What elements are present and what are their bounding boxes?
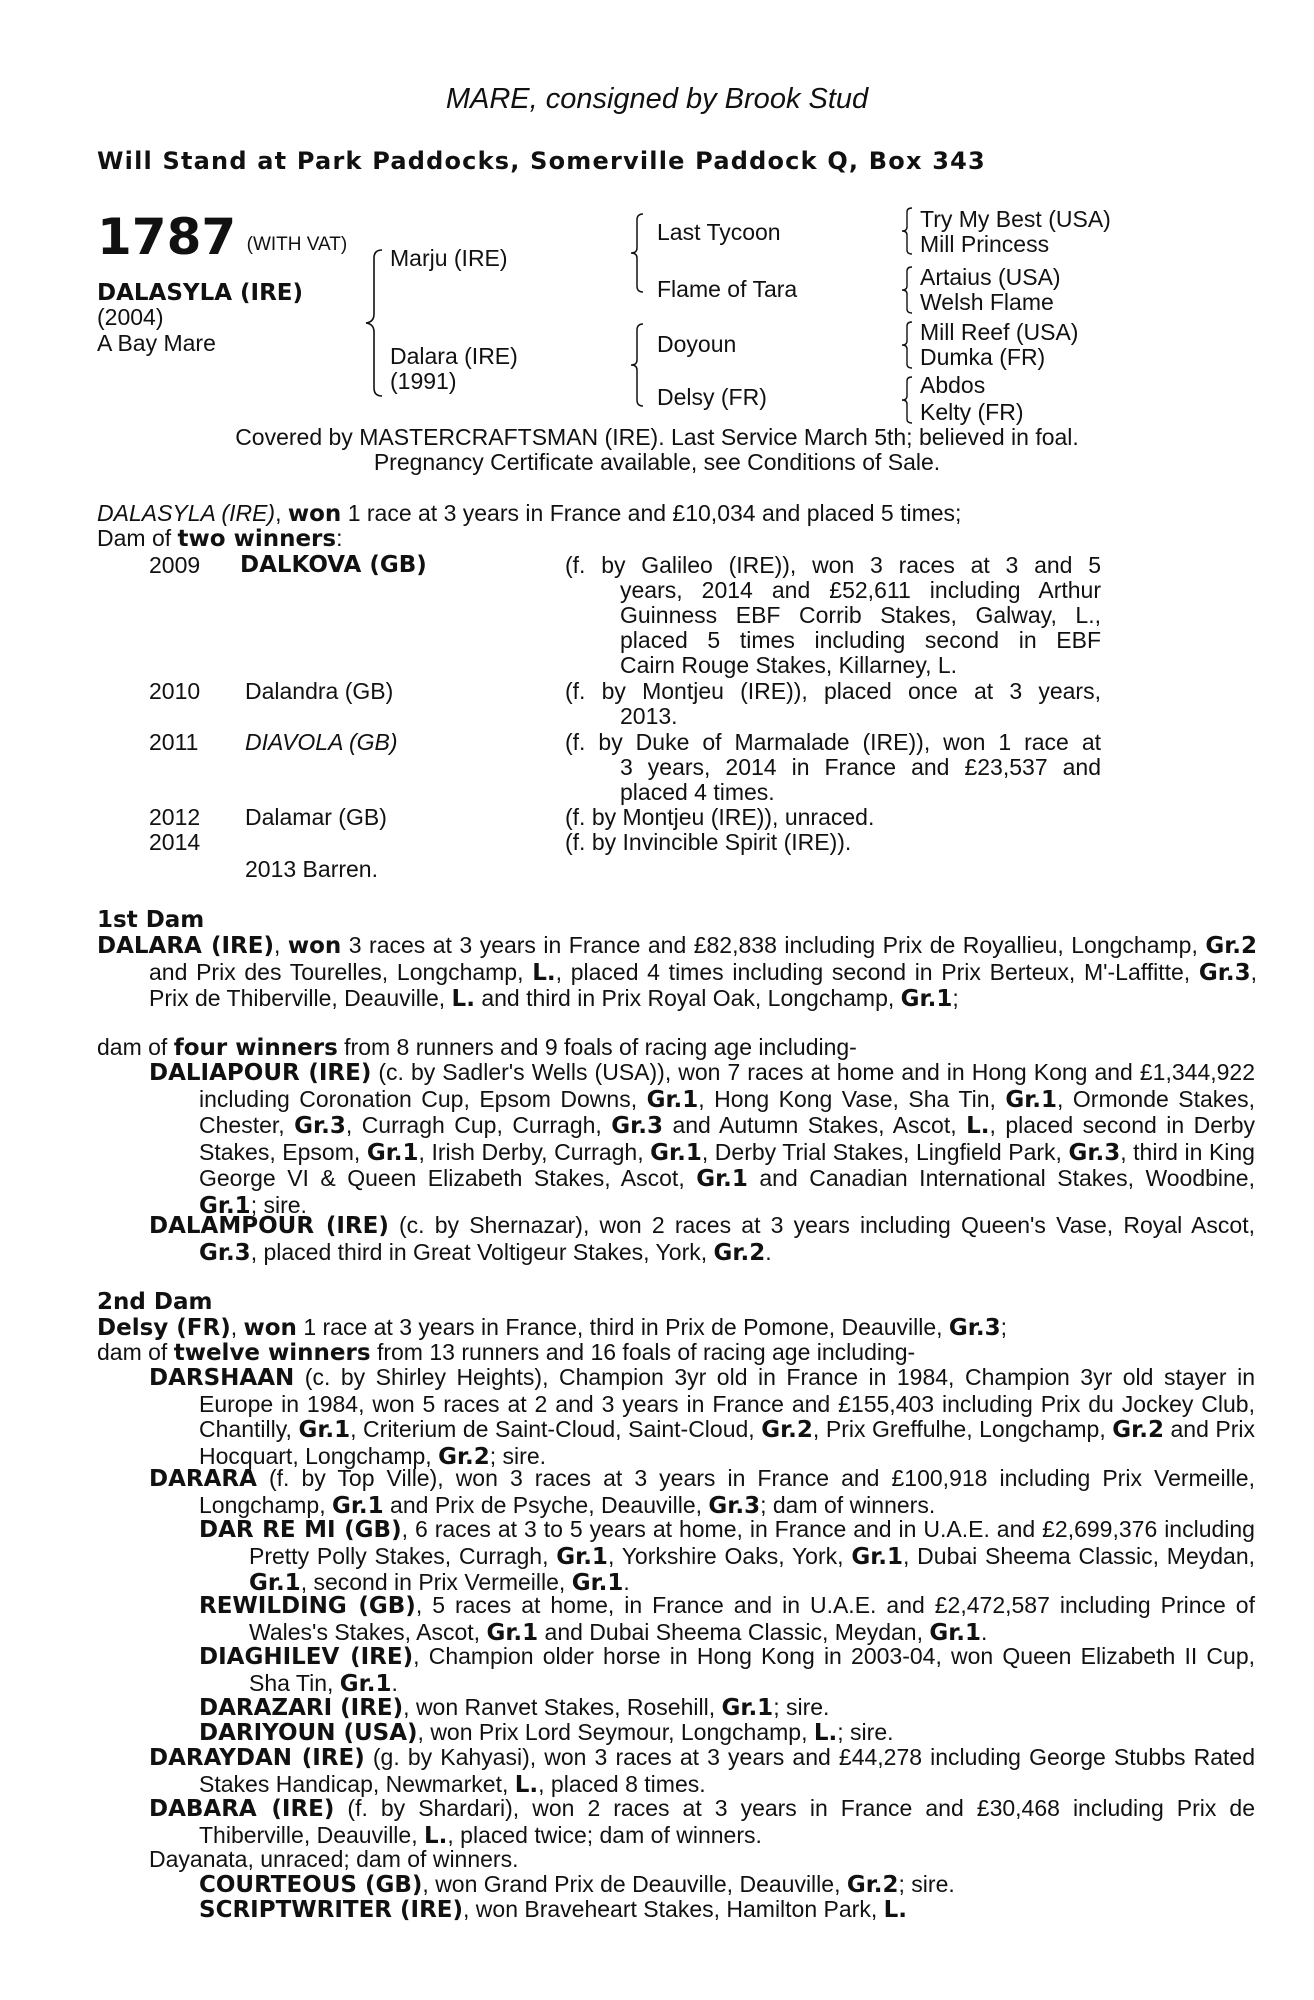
won-word: won: [243, 1315, 297, 1341]
grade: L.: [514, 1771, 539, 1798]
race-record: DALASYLA (IRE), won 1 race at 3 years in France and £10,034 and placed 5 times;: [97, 500, 962, 527]
dam-year: (1991): [390, 368, 457, 394]
text: , 5 races at home, in France and in U.A.E. and £2,472,587 including Prince of Wales's Stakes, Ascot,: [249, 1592, 1255, 1645]
ped-dss: Mill Reef (USA): [920, 319, 1079, 345]
text: , Hong Kong Vase, Sha Tin,: [698, 1085, 1006, 1112]
text: (c. by Sadler's Wells (USA)), won 7 races at home and in Hong Kong and £1,344,922 including Coronation Cup, Epsom Downs,: [199, 1059, 1255, 1112]
grade: Gr.1: [556, 1543, 608, 1570]
text: , Champion older horse in Hong Kong in 2003-04, won Queen Elizabeth II Cup, Sha Tin,: [249, 1643, 1256, 1696]
lot-number: 1787: [97, 208, 237, 266]
grade: Gr.2: [761, 1417, 813, 1443]
winners-count: twelve winners: [173, 1340, 371, 1366]
grade: Gr.1: [1005, 1086, 1058, 1113]
second-dam-name: Delsy (FR): [97, 1315, 231, 1341]
text: from 13 runners and 16 foals of racing age including-: [370, 1339, 916, 1365]
text: , won Grand Prix de Deauville, Deauville,: [422, 1871, 847, 1897]
grade: Gr.2: [713, 1239, 766, 1266]
progeny-dabara: [149, 1796, 1255, 1849]
dam-dam: Delsy (FR): [657, 384, 767, 410]
sire-name: Marju (IRE): [390, 245, 508, 271]
second-dam-heading: 2nd Dam: [97, 1289, 213, 1315]
progeny-dalampour: [149, 1213, 1255, 1266]
text: and Prix Hocquart, Longchamp,: [199, 1416, 1256, 1469]
progeny-scriptwriter: [199, 1897, 1255, 1924]
pedigree-brace-dam: [625, 322, 649, 408]
text: , won Prix Lord Seymour, Longchamp,: [417, 1719, 814, 1745]
produce-detail: 3 years, 2014 in France and £23,537 and: [620, 754, 1101, 780]
text: , Irish Derby, Curragh,: [418, 1138, 651, 1165]
produce-detail: (f. by Invincible Spirit (IRE)).: [565, 829, 852, 855]
progeny-name: DALAMPOUR (IRE): [149, 1213, 389, 1239]
produce-detail: (f. by Montjeu (IRE)), placed once at 3 years,: [565, 678, 1101, 704]
progeny-name: DALIAPOUR (IRE): [149, 1060, 372, 1086]
text: , 6 races at 3 to 5 years at home, in France and in U.A.E. and £2,699,376 including Pretty Polly Stakes, Curragh,: [249, 1516, 1255, 1569]
produce-year: 2010: [149, 678, 201, 704]
text: .: [765, 1238, 772, 1265]
grade: Gr.1: [331, 1492, 384, 1519]
text: and Dubai Sheema Classic, Meydan,: [538, 1618, 930, 1645]
text: , placed 8 times.: [538, 1770, 706, 1797]
grade: L.: [423, 1822, 448, 1849]
text: , won Braveheart Stakes, Hamilton Park,: [463, 1896, 884, 1922]
text: , Ormonde Stakes, Chester,: [199, 1085, 1255, 1138]
text: , placed twice; dam of winners.: [447, 1821, 762, 1848]
grade: Gr.1: [646, 1086, 699, 1113]
progeny-name: SCRIPTWRITER (IRE): [199, 1897, 464, 1923]
horse-description: A Bay Mare: [97, 330, 216, 356]
text: (f. by Shardari), won 2 races at 3 years in France and £30,468 including Prix de Thiberville, Deauville,: [199, 1795, 1255, 1848]
sire-dam: Flame of Tara: [657, 276, 798, 302]
text: , Dubai Sheema Classic, Meydan,: [903, 1542, 1256, 1569]
text: , third in King George VI & Queen Elizabeth Stakes, Ascot,: [199, 1138, 1255, 1191]
lot-heading: [97, 208, 348, 266]
produce-detail: placed 5 times including second in EBF: [620, 627, 1101, 653]
progeny-daliapour: [149, 1060, 1255, 1219]
text: , won Ranvet Stakes, Rosehill,: [403, 1694, 722, 1720]
produce-detail: (f. by Galileo (IRE)), won 3 races at 3 and 5: [565, 552, 1101, 578]
progeny-dar-re-mi: [199, 1517, 1255, 1597]
grade: Gr.3: [1198, 959, 1251, 986]
first-dam-name: DALARA (IRE): [97, 933, 274, 959]
page-title: MARE, consigned by Brook Stud: [445, 83, 869, 115]
produce-year: 2014: [149, 829, 201, 855]
ped-dds: Abdos: [920, 372, 986, 398]
text: , placed 4 times including second in Prix Berteux, M'-Laffitte,: [555, 958, 1199, 985]
pedigree-brace-2: [898, 265, 916, 315]
record-horse-name: DALASYLA (IRE): [97, 500, 276, 526]
pedigree-brace-1: [898, 206, 916, 256]
progeny-name: DARAZARI (IRE): [199, 1695, 404, 1721]
produce-detail: Guinness EBF Corrib Stakes, Galway, L.,: [620, 602, 1101, 628]
first-dam-produce-summary: [97, 1035, 1205, 1062]
text: ; sire.: [837, 1719, 894, 1745]
second-dam-produce-summary: [97, 1340, 1205, 1367]
text: , second in Prix Vermeille,: [300, 1569, 572, 1595]
produce-detail: (f. by Duke of Marmalade (IRE)), won 1 race at: [565, 729, 1101, 755]
produce-detail: Cairn Rouge Stakes, Killarney, L.: [620, 652, 958, 678]
progeny-daraydan: [149, 1745, 1255, 1798]
progeny-rewilding: [199, 1593, 1255, 1646]
progeny-name: DARIYOUN (USA): [199, 1720, 418, 1746]
first-dam-record: DALARA (IRE), won 3 races at 3 years in France and £82,838 including Prix de Royallieu, Longchamp, Gr.2 and Prix des Tourelles, Longchamp, L., placed 4 times including second in Prix Berteux, M'-Laffitte, Gr.3, Prix de Thiberville, Deauville, L. and third in Prix Royal Oak, Longchamp, Gr.1;: [97, 932, 1257, 1012]
dam-of-prefix: Dam of: [97, 525, 178, 551]
ped-sds: Artaius (USA): [920, 264, 1061, 290]
text: and Prix de Psyche, Deauville,: [383, 1491, 709, 1518]
record-won: won: [287, 501, 342, 527]
progeny-name: DARAYDAN (IRE): [149, 1745, 365, 1771]
progeny-name: DARSHAAN: [149, 1365, 295, 1391]
winners-count: four winners: [173, 1035, 338, 1061]
dam-of-suffix: :: [336, 525, 343, 551]
text: dam of: [97, 1034, 174, 1060]
produce-name: Dalamar (GB): [245, 804, 387, 830]
dam-of-count: two winners: [177, 526, 337, 552]
text: ; sire.: [250, 1191, 307, 1218]
text: (c. by Shernazar), won 2 races at 3 years including Queen's Vase, Royal Ascot,: [388, 1212, 1255, 1238]
grade: Gr.1: [249, 1570, 301, 1596]
covered-line-2: Pregnancy Certificate available, see Conditions of Sale.: [373, 449, 941, 475]
grade: Gr.1: [650, 1139, 702, 1166]
dam-name: Dalara (IRE): [390, 343, 518, 369]
text: .: [623, 1569, 630, 1595]
grade: Gr.1: [929, 1619, 982, 1646]
text: and Prix des Tourelles, Longchamp,: [149, 958, 533, 985]
grade: Gr.3: [948, 1315, 1001, 1341]
grade: L.: [966, 1113, 990, 1139]
progeny-darazari: [199, 1695, 1255, 1722]
first-dam-heading: 1st Dam: [97, 907, 205, 933]
produce-name: DIAVOLA (GB): [245, 729, 398, 755]
produce-year: 2012: [149, 804, 201, 830]
progeny-dariyoun: [199, 1720, 1255, 1747]
pedigree-brace-3: [898, 320, 916, 370]
produce-name: Dalandra (GB): [245, 678, 394, 704]
text: (c. by Shirley Heights), Champion 3yr old in France in 1984, Champion 3yr old stayer in Europe in 1984, won 5 races at 2 and 3 years in France and £155,403 including Prix du Jockey Club, Chantilly,: [199, 1364, 1255, 1442]
text: , Curragh Cup, Curragh,: [345, 1112, 612, 1138]
text: ; dam of winners.: [760, 1491, 936, 1518]
text: and Canadian International Stakes, Woodbine,: [747, 1165, 1255, 1191]
text: and third in Prix Royal Oak, Longchamp,: [474, 985, 901, 1011]
grade: Gr.1: [298, 1417, 351, 1443]
produce-name: DALKOVA (GB): [240, 552, 427, 578]
pedigree-brace-main: [360, 248, 390, 398]
text: , Prix Greffulhe, Longchamp,: [812, 1416, 1113, 1442]
grade: Gr.3: [199, 1239, 251, 1266]
grade: Gr.2: [438, 1443, 490, 1470]
pedigree-brace-sire: [625, 212, 649, 294]
text: ;: [1000, 1314, 1007, 1340]
text: ; sire.: [489, 1442, 547, 1469]
text: , Yorkshire Oaks, York,: [607, 1542, 852, 1569]
produce-detail: placed 4 times.: [620, 779, 775, 805]
progeny-name: COURTEOUS (GB): [199, 1872, 423, 1898]
ped-ssd: Mill Princess: [920, 231, 1050, 257]
progeny-name: DAR RE MI (GB): [199, 1517, 402, 1543]
text: ; sire.: [773, 1694, 830, 1720]
progeny-name: REWILDING (GB): [199, 1593, 416, 1619]
text: 1 race at 3 years in France, third in Prix de Pomone, Deauville,: [296, 1314, 949, 1340]
text: ; sire.: [898, 1871, 955, 1897]
produce-year: 2009: [149, 552, 201, 578]
grade: Gr.1: [339, 1670, 392, 1697]
text: (f. by Top Ville), won 3 races at 3 years in France and £100,918 including Prix Vermeille, Longchamp,: [199, 1465, 1255, 1518]
grade: L.: [813, 1720, 838, 1746]
text: .: [391, 1669, 398, 1696]
grade: Gr.1: [851, 1543, 903, 1570]
grade: Gr.1: [900, 986, 953, 1012]
progeny-name: DABARA (IRE): [149, 1796, 335, 1822]
grade: Gr.1: [199, 1192, 251, 1219]
second-dam-record: Delsy (FR), won 1 race at 3 years in France, third in Prix de Pomone, Deauville, Gr.3;: [97, 1314, 1007, 1341]
text: (g. by Kahyasi), won 3 races at 3 years and £44,278 including George Stubbs Rated Stakes Handicap, Newmarket,: [199, 1744, 1256, 1797]
sire-sire: Last Tycoon: [657, 219, 781, 245]
text: from 8 runners and 9 foals of racing age including-: [337, 1034, 857, 1060]
produce-year: 2011: [149, 729, 199, 755]
grade: Gr.3: [611, 1113, 663, 1139]
grade: Gr.1: [486, 1619, 539, 1646]
stand-location: Will Stand at Park Paddocks, Somerville Paddock Q, Box 343: [97, 147, 986, 175]
grade: Gr.1: [571, 1570, 624, 1596]
progeny-darshaan: [149, 1365, 1255, 1470]
text: , placed third in Great Voltigeur Stakes, York,: [250, 1238, 714, 1265]
grade: Gr.3: [1068, 1139, 1121, 1166]
progeny-name: DIAGHILEV (IRE): [199, 1644, 414, 1670]
text: ;: [952, 985, 959, 1011]
ped-sdd: Welsh Flame: [920, 289, 1054, 315]
grade: L.: [532, 959, 556, 986]
text: , Derby Trial Stakes, Lingfield Park,: [701, 1138, 1069, 1165]
covered-line-1: Covered by MASTERCRAFTSMAN (IRE). Last Service March 5th; believed in foal.: [235, 424, 1079, 450]
text: dam of: [97, 1339, 174, 1365]
grade: Gr.1: [721, 1695, 774, 1721]
ped-dsd: Dumka (FR): [920, 344, 1046, 370]
progeny-dayanata: Dayanata, unraced; dam of winners.: [149, 1846, 519, 1872]
produce-barren-note: 2013 Barren.: [245, 856, 378, 882]
produce-detail: years, 2014 and £52,611 including Arthur: [620, 577, 1101, 603]
text: .: [981, 1618, 988, 1645]
produce-detail: (f. by Montjeu (IRE)), unraced.: [565, 804, 875, 830]
grade: Gr.3: [294, 1113, 346, 1139]
grade: Gr.1: [696, 1166, 748, 1192]
progeny-diaghilev: [199, 1644, 1255, 1697]
produce-detail: 2013.: [620, 703, 678, 729]
grade: L.: [451, 986, 475, 1012]
horse-year: (2004): [97, 304, 164, 330]
grade: Gr.2: [1112, 1417, 1164, 1443]
grade: Gr.2: [846, 1872, 899, 1898]
text: , Criterium de Saint-Cloud, Saint-Cloud,: [350, 1416, 762, 1442]
won-word: won: [287, 933, 342, 959]
grade: Gr.3: [708, 1492, 761, 1519]
grade: Gr.2: [1205, 933, 1257, 959]
progeny-darara: [149, 1466, 1255, 1519]
dam-of-line: [97, 526, 1205, 553]
ped-sss: Try My Best (USA): [920, 206, 1111, 232]
dam-sire: Doyoun: [657, 331, 737, 357]
vat-note: (WITH VAT): [246, 234, 348, 255]
horse-name: DALASYLA (IRE): [97, 280, 304, 306]
pedigree-brace-4: [898, 375, 916, 425]
record-text: 1 race at 3 years in France and £10,034 and placed 5 times;: [341, 500, 962, 526]
grade: Gr.1: [366, 1139, 419, 1166]
text: and Autumn Stakes, Ascot,: [662, 1112, 967, 1138]
text: 3 races at 3 years in France and £82,838 including Prix de Royallieu, Longchamp,: [341, 932, 1206, 958]
text: , Prix de Thiberville, Deauville,: [149, 958, 1257, 1011]
ped-ddd: Kelty (FR): [920, 399, 1024, 425]
text: , placed second in Derby Stakes, Epsom,: [199, 1112, 1255, 1165]
progeny-name: DARARA: [149, 1466, 257, 1492]
grade: L.: [883, 1897, 908, 1923]
progeny-courteous: [199, 1872, 1255, 1899]
